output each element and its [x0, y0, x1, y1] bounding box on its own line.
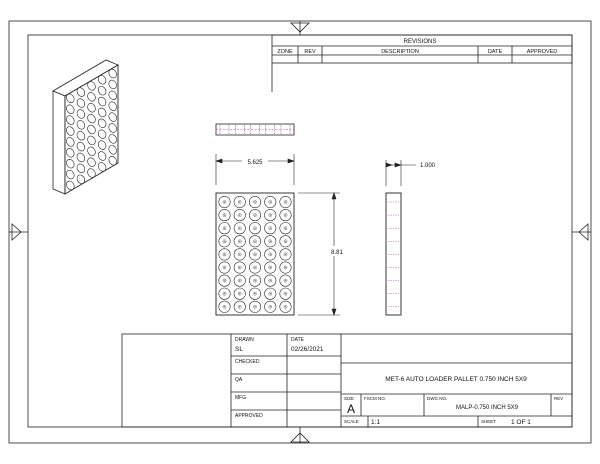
approved-label: APPROVED [235, 413, 263, 419]
date-label: DATE [291, 337, 304, 343]
pocket [249, 275, 260, 286]
revisions-title: REVISIONS [403, 39, 437, 45]
pocket [219, 209, 230, 220]
drawn-value: SL [235, 346, 243, 353]
pocket [280, 196, 291, 207]
pocket [219, 236, 230, 247]
pocket [280, 223, 291, 234]
pocket [249, 196, 260, 207]
pocket [249, 301, 260, 312]
pocket [249, 249, 260, 260]
scale-label: SCALE [344, 419, 359, 424]
pocket [249, 236, 260, 247]
rev-header-description: DESCRIPTION [381, 49, 419, 55]
height-dimension-value: 8.81 [331, 250, 343, 256]
pocket [280, 275, 291, 286]
pocket [265, 236, 276, 247]
dwg-no-label: DWG NO. [427, 396, 448, 401]
pocket [249, 223, 260, 234]
pocket [265, 301, 276, 312]
pocket [219, 249, 230, 260]
pocket [234, 262, 245, 273]
front-view [216, 193, 294, 315]
pocket [280, 301, 291, 312]
thickness-dimension [386, 160, 416, 186]
size-label: SIZE [344, 396, 355, 401]
thickness-dimension-value: 1.000 [420, 163, 436, 169]
pocket [219, 196, 230, 207]
pocket [265, 249, 276, 260]
pocket [234, 236, 245, 247]
pocket [234, 301, 245, 312]
pocket [265, 209, 276, 220]
pocket [280, 262, 291, 273]
side-view [386, 193, 401, 315]
pocket [219, 262, 230, 273]
pocket [234, 249, 245, 260]
size-value: A [346, 402, 356, 416]
pocket [265, 275, 276, 286]
fscm-label: FSCM NO. [364, 396, 386, 401]
pocket [234, 223, 245, 234]
mfg-label: MFG [235, 395, 247, 401]
pocket [219, 301, 230, 312]
pocket [249, 262, 260, 273]
pocket [234, 288, 245, 299]
pocket [234, 209, 245, 220]
dwg-no-value: MALP-0.750 INCH 5X9 [455, 405, 519, 411]
pocket [280, 209, 291, 220]
pocket [219, 223, 230, 234]
scale-value: 1:1 [371, 419, 381, 426]
pocket [265, 223, 276, 234]
rev-header-date: DATE [487, 49, 503, 55]
sheet-label: SHEET [481, 419, 497, 424]
pocket [219, 275, 230, 286]
isometric-view [53, 60, 118, 194]
sheet-value: 1 OF 1 [511, 419, 531, 426]
date-value: 02/26/2021 [291, 346, 324, 353]
pocket [234, 275, 245, 286]
pocket [280, 249, 291, 260]
pocket [280, 236, 291, 247]
pocket [265, 288, 276, 299]
pocket [265, 262, 276, 273]
edge-view-top [216, 124, 294, 135]
rev-header-approved: APPROVED [526, 49, 558, 55]
pocket [249, 288, 260, 299]
pocket [234, 196, 245, 207]
pocket [219, 288, 230, 299]
rev-header-rev: REV [304, 49, 316, 55]
qa-label: QA [235, 377, 243, 383]
width-dimension-value: 5.625 [247, 160, 263, 166]
rev-label: REV [554, 396, 564, 401]
pocket [280, 288, 291, 299]
drawing-title: MET-6 AUTO LOADER PALLET 0.750 INCH 5X9 [385, 376, 527, 383]
pocket [249, 209, 260, 220]
checked-label: CHECKED [235, 359, 260, 365]
pocket [265, 196, 276, 207]
drawn-label: DRAWN [235, 337, 254, 343]
rev-header-zone: ZONE [277, 49, 293, 55]
